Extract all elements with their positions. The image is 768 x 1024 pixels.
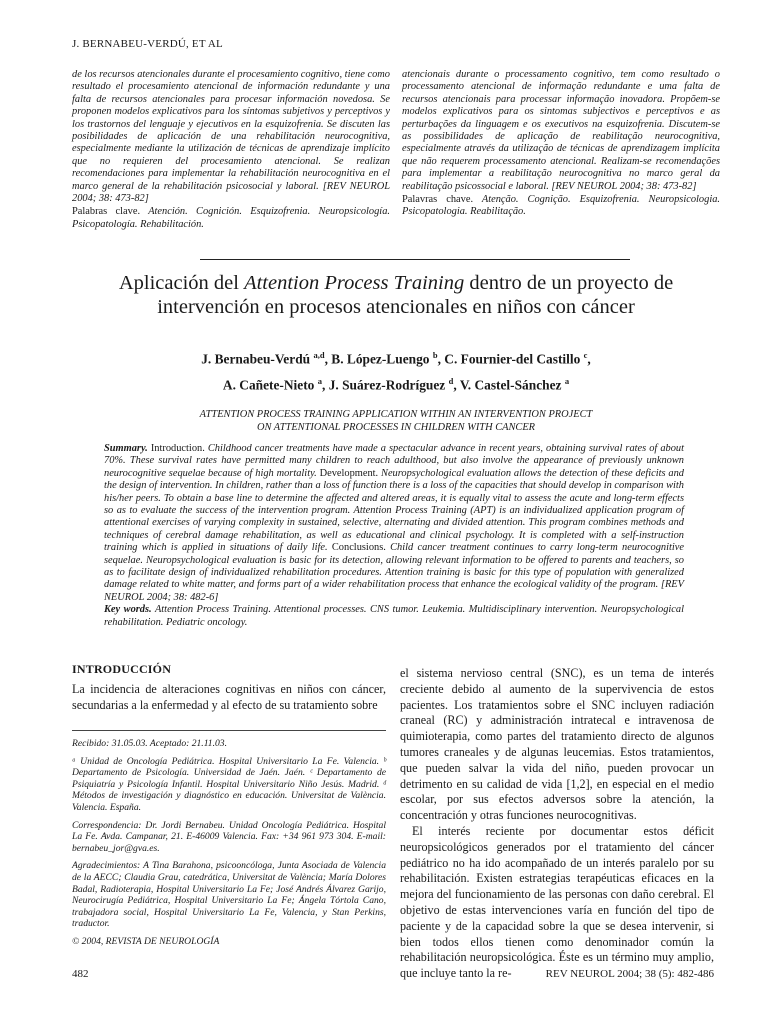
introduction-text: Childhood cancer treatments have made a spectacular advance in recent years, obtaining survival rates of about 70%. These survival rates have permitted many children to reach adulthood, but also involve the appearance of previously unknown neurocognitive sequelae because of high mortality. <box>104 443 684 479</box>
author-affiliation: c <box>583 350 588 360</box>
development-label: Development. <box>319 467 379 479</box>
abstract-spanish <box>72 69 390 231</box>
author-list <box>72 344 720 397</box>
english-summary <box>104 443 684 629</box>
summary-label: Summary. <box>104 443 148 454</box>
key-words-label: Key words. <box>104 604 152 616</box>
author-affiliation: b <box>432 350 438 360</box>
author-separator: , <box>453 377 460 393</box>
development-text: Neuropsychological evaluation allows the detection of these deficits and the design of intervention. In children, rather than a loss of function there is a loss of the capacities that should develop in comparison with his/her peers. To obtain a base line to determine the affected and altered areas, it is equally vital to assess the acute and long-term effects so as to evaluate the success of the intervention program. Attention Process Training (APT) is an individualized application program of attentional exercises of varying complexity in sustained, selective, alternating and divided attention. This program combines methods and techniques of cerebral damage rehabilitation, as well as educational and clinical psychology. It is completed with a self-instruction training which is applied in situations of daily life. <box>104 467 684 554</box>
acknowledgements: Agradecimientos: A Tina Barahona, psicooncóloga, Junta Asociada de Valencia de la AECC; Claudia Grau, catedrática, Universitat de València; María Dolores Badal, Radioterapia, Hospital Universitario La Fe; José Andrés Álvarez Garijo, Neurocirugía Pediátrica, Hospital Universitario La Fe; Ángela Tórtola Cano, trabajadora social, Hospital Universitario La Fe, Valencia, y Stan Perkins, traductor. <box>72 860 386 930</box>
keywords-spanish-text: Atención. Cognición. Esquizofrenia. Neuropsicología. Psicopatología. Rehabilitación. <box>72 206 390 230</box>
footnote-divider <box>72 730 386 731</box>
author-affiliation: a <box>564 376 570 387</box>
keywords-portuguese <box>402 194 720 219</box>
conclusions-text: Child cancer treatment continues to carry long-term neurocognitive sequelae. Neuropsychological evaluation is basic for its detection, allowing relevant information to be offered to parents and teachers, so as to facilitate design of individualized rehabilitation procedures. Attention training is basic for this type of population with generalized damage related to white matter, and forms part of a wider rehabilitation process that enhance the ecological validity of the program. [REV NEUROL 2004; 38: 482-6] <box>104 542 684 603</box>
author-name: V. Castel-Sánchez <box>459 377 562 393</box>
author-separator: , <box>322 377 329 393</box>
keywords-spanish <box>72 206 390 231</box>
author-name: A. Cañete-Nieto <box>222 377 315 393</box>
title-part2: dentro de un proyecto de intervención en procesos atencionales en niños con cáncer <box>157 272 674 318</box>
title-part1: Aplicación del <box>118 272 245 294</box>
key-words <box>104 604 684 629</box>
keywords-portuguese-label: Palavras chave. <box>402 194 474 206</box>
abstract-portuguese <box>402 69 720 219</box>
introduction-paragraph: La incidencia de alteraciones cognitivas en niños con cáncer, secundarias a la enfermedad y al efecto de su tratamiento sobre <box>72 682 386 712</box>
english-title-line: ON ATTENTIONAL PROCESSES IN CHILDREN WITH CANCER <box>256 421 536 433</box>
page-number: 482 <box>72 968 89 980</box>
keywords-spanish-label: Palabras clave. <box>72 206 141 218</box>
author-separator: , <box>437 351 445 367</box>
author-affiliation: a,d <box>313 350 325 360</box>
author-affiliation: d <box>448 376 454 387</box>
introduction-label: Introduction. <box>150 443 205 454</box>
key-words-text: Attention Process Training. Attentional processes. CNS tumor. Leukemia. Multidisciplinary intervention. Neuropsychological rehabilitation. Pediatric oncology. <box>104 604 684 628</box>
body-paragraph: El interés reciente por documentar estos déficit neuropsicológicos generados por el tratamiento del cáncer pediátrico no ha ido acompañado de un interés paralelo por su rehabilitación. Existen estrategias terapéuticas eficaces en la mejora del funcionamiento de las personas con daño cerebral. El objetivo de estas intervenciones varía en función del tipo de paciente y de la capacidad sobre la que se desea intervenir, si bien todos ellos tienen como denominador común la rehabilitación neuropsicológica. Éste es un término muy amplio, que incluye tanto la re- <box>400 823 714 981</box>
section-divider <box>200 259 630 260</box>
received-dates: Recibido: 31.05.03. Aceptado: 21.11.03. <box>72 738 227 749</box>
author-separator: , <box>324 351 332 367</box>
introduction-heading: INTRODUCCIÓN <box>72 662 172 676</box>
affiliations: ᵃ Unidad de Oncología Pediátrica. Hospital Universitario La Fe. Valencia. ᵇ Departamento de Psicología. Universidad de Jaén. Jaén. ᶜ Departamento de Psiquiatría y Psicología Infantil. Hospital Universitario Niño Jesús. Madrid. ᵈ Métodos de investigación y diagnóstico en educación. Universitat de València. Valencia. España. <box>72 755 386 813</box>
correspondence: Correspondencia: Dr. Jordi Bernabeu. Unidad Oncología Pediátrica. Hospital La Fe. Avda. Campanar, 21. E-46009 Valencia. Fax: +34 961 973 304. E-mail: bernabeu_jor@gva.es. <box>72 819 386 854</box>
keywords-portuguese-text: Atenção. Cognição. Esquizofrenia. Neuropsicologia. Psicopatologia. Reabilitação. <box>402 194 721 218</box>
body-right-column <box>400 666 714 982</box>
body-paragraph: el sistema nervioso central (SNC), es un tema de interés creciente debido al aumento de la supervivencia de estos pacientes. Los tratamientos sobre el SNC incluyen radiación craneal (RC) y administración intratecal e intravenosa de quimioterapia, como partes del tratamiento directo de algunos tumores craneales y de algunas leucemias. Estos tratamientos, que pueden salvar la vida del niño, pueden provocar un detrimento en su calidad de vida [1,2], en especial en el medio escolar, por sus efectos adversos sobre la atención, la concentración y otras funciones neurocognitivas. <box>400 666 714 823</box>
author-separator: , <box>587 351 591 367</box>
abstract-spanish-text: de los recursos atencionales durante el procesamiento cognitivo, tiene como resultado el procesamiento atencional de información redundante y una falta de recursos atencionales para procesar información novedosa. Se proponen modelos explicativos para los síntomas subjetivos y perceptivos y los trastornos del lenguaje y ejecutivos en la esquizofrenia. Se discuten las posibilidades de aplicación de una rehabilitación neurocognitiva, especialmente mediante la utilización de técnicas de aprendizaje implícito que no requieren del procesamiento atencional. Se realizan recomendaciones para implementar la rehabilitación neurocognitiva en el marco general de la rehabilitación psicosocial y laboral. [REV NEUROL 2004; 38: 473-82] <box>72 69 390 205</box>
title-italic: Attention Process Training <box>244 272 465 294</box>
author-name: B. López-Luengo <box>331 351 430 367</box>
running-header: J. BERNABEU-VERDÚ, ET AL <box>72 38 223 50</box>
author-name: C. Fournier-del Castillo <box>444 351 581 367</box>
author-affiliation: a <box>317 376 322 387</box>
article-title <box>72 271 720 319</box>
conclusions-label: Conclusions. <box>331 542 386 554</box>
journal-reference: REV NEUROL 2004; 38 (5): 482-486 <box>545 968 714 980</box>
author-name: J. Suárez-Rodríguez <box>328 377 446 393</box>
english-title-line: ATTENTION PROCESS TRAINING APPLICATION WITHIN AN INTERVENTION PROJECT <box>199 409 593 420</box>
abstract-portuguese-text: atencionais durante o processamento cognitivo, tem como resultado o processamento atencional de informação redundante e uma falta de recursos atencionais para processar informação inovadora. Propõem-se modelos explicativos para os sintomas subjectivos e perceptivos e as perturbações da linguagem e os executivos na esquizofrenia. Discutem-se as possibilidades de aplicação de reabilitação neurocognitiva, especialmente através da utilização de técnicas de aprendizagem implícita que não requerem processamento atencional. Realizam-se recomendações para implementar a reabilitação neurocognitiva no marco geral da reabilitação psicossocial e laboral. [REV NEUROL 2004; 38: 473-82] <box>402 69 720 192</box>
footnotes <box>72 738 386 954</box>
copyright: © 2004, REVISTA DE NEUROLOGÍA <box>72 935 220 947</box>
author-name: J. Bernabeu-Verdú <box>201 351 311 367</box>
english-title <box>72 409 720 434</box>
